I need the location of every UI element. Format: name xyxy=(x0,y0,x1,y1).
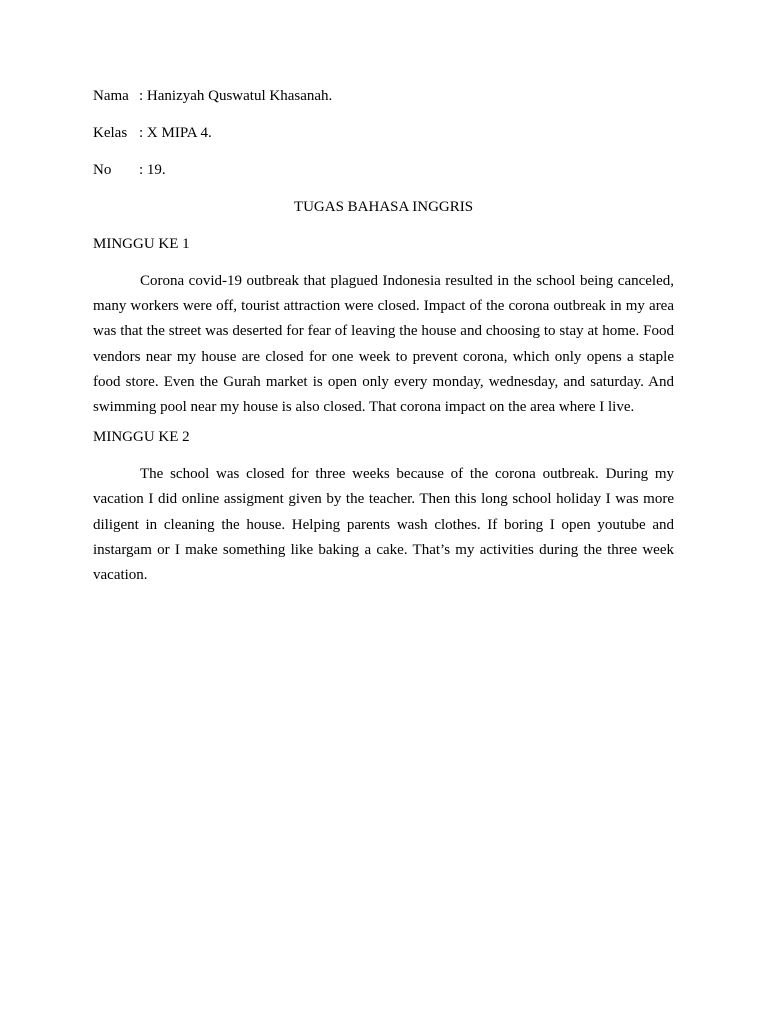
document-content xyxy=(93,87,674,596)
section-body-week-1: Corona covid-19 outbreak that plagued Indonesia resulted in the school being canceled, many workers were off, tourist attraction were closed. Impact of the corona outbreak in my area was that the street was deserted for fear of leaving the house and choosing to stay at home. Food vendors near my house are closed for one week to prevent corona, which only opens a staple food store. Even the Gurah market is open only every monday, wednesday, and saturday. And swimming pool near my house is also closed. That corona impact on the area where I live. xyxy=(93,273,674,416)
name-label: Nama xyxy=(93,88,129,104)
section-heading-week-2: MINGGU KE 2 xyxy=(93,429,190,446)
number-label: No xyxy=(93,162,112,178)
number-value: : 19. xyxy=(139,162,166,178)
section-body-week-2: The school was closed for three weeks because of the corona outbreak. During my vacation I did online assigment given by the teacher. Then this long school holiday I was more diligent in cleaning the house. Helping parents wash clothes. If boring I open youtube and instargam or I make something like baking a cake. That’s my activities during the three week vacation. xyxy=(93,466,674,584)
class-value: : X MIPA 4. xyxy=(139,125,212,141)
section-heading-week-1: MINGGU KE 1 xyxy=(93,236,190,252)
student-name-row xyxy=(93,87,674,105)
document-title: TUGAS BAHASA INGGRIS xyxy=(293,199,474,215)
class-label: Kelas xyxy=(93,125,128,141)
student-class-row xyxy=(93,124,674,142)
student-number-row xyxy=(93,161,674,179)
name-value: : Hanizyah Quswatul Khasanah. xyxy=(139,88,333,104)
